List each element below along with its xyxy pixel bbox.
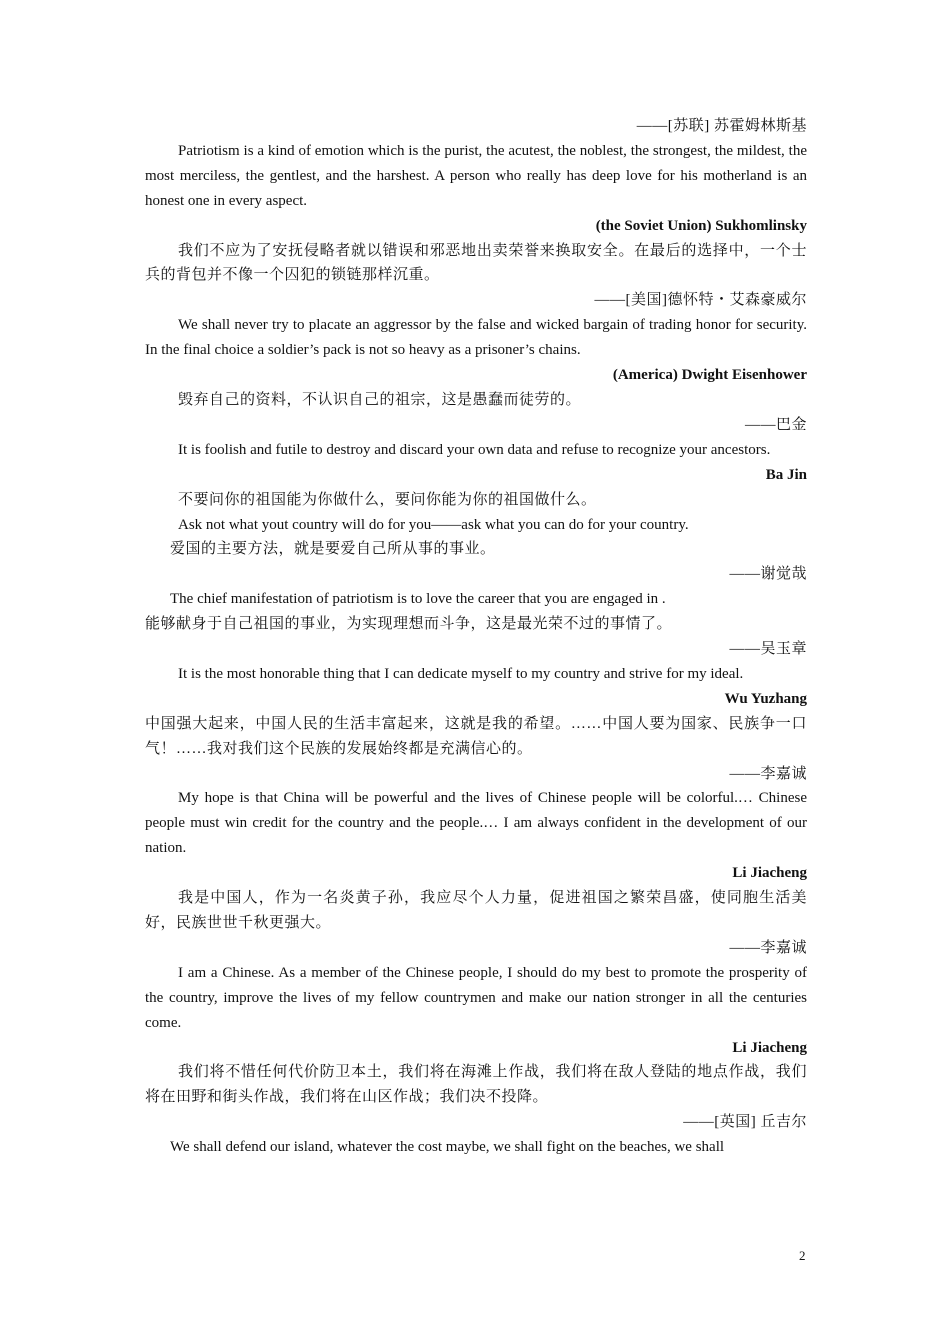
english-paragraph: Patriotism is a kind of emotion which is the purist, the acutest, the noblest, the strongest, the mildest, the most merciless, the gentlest, and the harshest. A person who really has deep love for his motherland is an honest one in every aspect. — [145, 142, 807, 209]
attribution: ——巴金 — [744, 416, 807, 433]
english-paragraph: We shall defend our island, whatever the cost maybe, we shall fight on the beaches, we shall — [170, 1139, 725, 1156]
attribution: ——[美国]德怀特・艾森豪威尔 — [594, 292, 807, 309]
attribution-english: Li Jiacheng — [732, 1039, 807, 1056]
english-paragraph: It is the most honorable thing that I can dedicate myself to my country and strive for my ideal. — [178, 665, 744, 682]
chinese-paragraph: 我们不应为了安抚侵略者就以错误和邪恶地出卖荣誉来换取安全。在最后的选择中，一个士兵的背包并不像一个囚犯的锁链那样沉重。 — [145, 242, 807, 284]
page-number: 2 — [799, 1248, 806, 1263]
attribution-english: (America) Dwight Eisenhower — [612, 367, 807, 384]
english-paragraph: I am a Chinese. As a member of the Chinese people, I should do my best to promote the prosperity of the country, improve the lives of my fellow countrymen and make our nation stronger in all the centuries come. — [145, 964, 807, 1031]
english-paragraph: The chief manifestation of patriotism is to love the career that you are engaged in . — [170, 591, 666, 608]
attribution-english: Ba Jin — [765, 466, 807, 483]
attribution-english: (the Soviet Union) Sukhomlinsky — [595, 217, 807, 234]
attribution: ——吴玉章 — [729, 641, 807, 658]
attribution: ——谢觉哉 — [729, 566, 807, 583]
attribution: ——李嘉诚 — [729, 939, 807, 956]
attribution-english: Wu Yuzhang — [724, 690, 807, 707]
attribution: ——李嘉诚 — [729, 765, 807, 782]
document-page — [145, 114, 807, 1160]
english-paragraph: We shall never try to placate an aggressor by the false and wicked bargain of trading honor for security. In the final choice a soldier’s pack is not so heavy as a prisoner’s chains. — [145, 317, 807, 359]
chinese-paragraph: 不要问你的祖国能为你做什么，要问你能为你的祖国做什么。 — [178, 491, 597, 508]
chinese-paragraph: 中国强大起来，中国人民的生活丰富起来，这就是我的希望。……中国人要为国家、民族争一口气！……我对我们这个民族的发展始终都是充满信心的。 — [145, 715, 807, 757]
english-paragraph: Ask not what yout country will do for you——ask what you can do for your country. — [178, 516, 689, 533]
attribution: ——[苏联] 苏霍姆林斯基 — [636, 118, 807, 134]
chinese-paragraph: 能够献身于自己祖国的事业，为实现理想而斗争，这是最光荣不过的事情了。 — [145, 616, 673, 633]
chinese-paragraph: 毁弃自己的资料，不认识自己的祖宗，这是愚蠢而徒劳的。 — [178, 391, 582, 408]
chinese-paragraph: 我是中国人，作为一名炎黄子孙，我应尽个人力量，促进祖国之繁荣昌盛，使同胞生活美好，民族世世千秋更强大。 — [145, 890, 807, 931]
attribution: ——[英国] 丘吉尔 — [683, 1114, 807, 1131]
chinese-paragraph: 爱国的主要方法，就是要爱自己所从事的事业。 — [170, 541, 496, 558]
english-paragraph: It is foolish and futile to destroy and discard your own data and refuse to recognize your ancestors. — [178, 441, 771, 458]
english-paragraph: My hope is that China will be powerful and the lives of Chinese people will be colorful.… Chinese people must win credit for the country and the people.… I am always confident in the development of our nation. — [145, 790, 807, 857]
attribution-english: Li Jiacheng — [732, 865, 807, 882]
chinese-paragraph: 我们将不惜任何代价防卫本土，我们将在海滩上作战，我们将在敌人登陆的地点作战，我们将在田野和街头作战，我们将在山区作战；我们决不投降。 — [145, 1064, 807, 1106]
